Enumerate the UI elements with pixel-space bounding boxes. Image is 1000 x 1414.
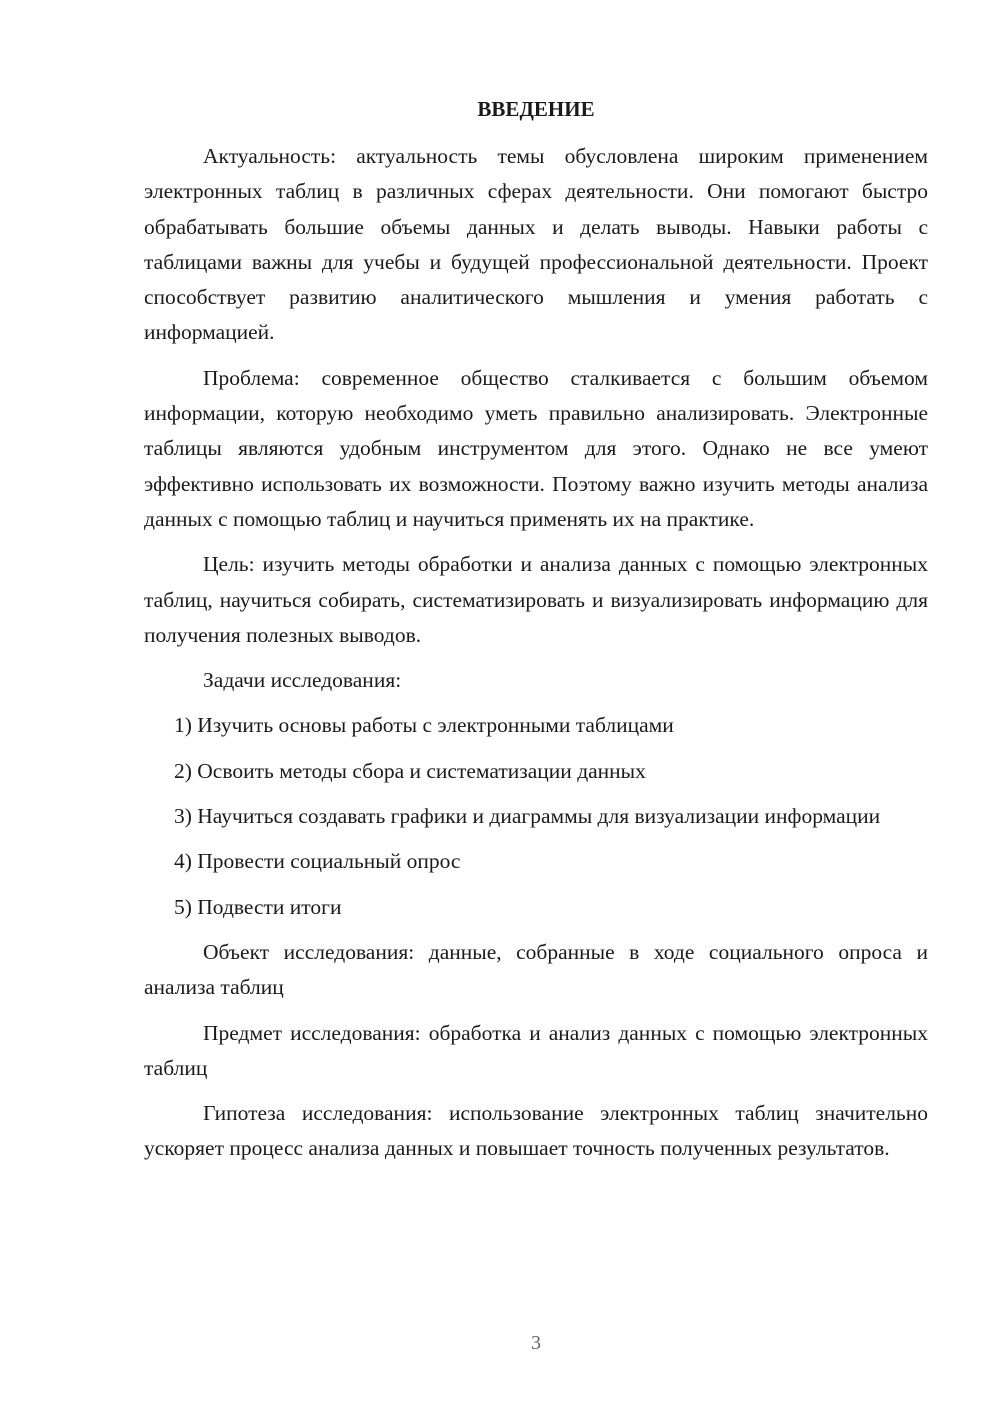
paragraph-subject: Предмет исследования: обработка и анализ данных с помощью электронных таблиц — [144, 1020, 928, 1080]
task-item-4: 4) Провести социальный опрос — [174, 849, 461, 874]
task-item-2: 2) Освоить методы сбора и систематизации данных — [174, 758, 646, 783]
paragraph-object: Объект исследования: данные, собранные в ходе социального опроса и анализа таблиц — [144, 939, 928, 1000]
page-number: 3 — [531, 1332, 541, 1354]
task-item-5: 5) Подвести итоги — [174, 894, 342, 919]
paragraph-hypothesis: Гипотеза исследования: использование электронных таблиц значительно ускоряет процесс анализа данных и повышает точность полученных результатов. — [144, 1101, 928, 1161]
paragraph-problem: Проблема: современное общество сталкивается с большим объемом информации, которую необходимо уметь правильно анализировать. Электронные таблицы являются удобным инструментом для этого. Однако не все умеют эффективно использовать их возможности. Поэтому важно изучить методы анализа данных с помощью таблиц и научиться применять их на практике. — [144, 365, 928, 531]
paragraph-goal: Цель: изучить методы обработки и анализа данных с помощью электронных таблиц, научиться собирать, систематизировать и визуализировать информацию для получения полезных выводов. — [144, 552, 928, 647]
document-page — [144, 92, 928, 1177]
task-item-3: 3) Научиться создавать графики и диаграммы для визуализации информации — [174, 804, 881, 829]
paragraph-relevance: Актуальность: актуальность темы обусловлена широким применением электронных таблиц в различных сферах деятельности. Они помогают быстро обрабатывать большие объемы данных и делать выводы. Навыки работы с таблицами важны для учебы и будущей профессиональной деятельности. Проект способствует развитию аналитического мышления и умения работать с информацией. — [144, 144, 928, 345]
page-title: ВВЕДЕНИЕ — [477, 97, 595, 121]
tasks-heading: Задачи исследования: — [203, 668, 402, 693]
task-item-1: 1) Изучить основы работы с электронными таблицами — [174, 713, 674, 738]
